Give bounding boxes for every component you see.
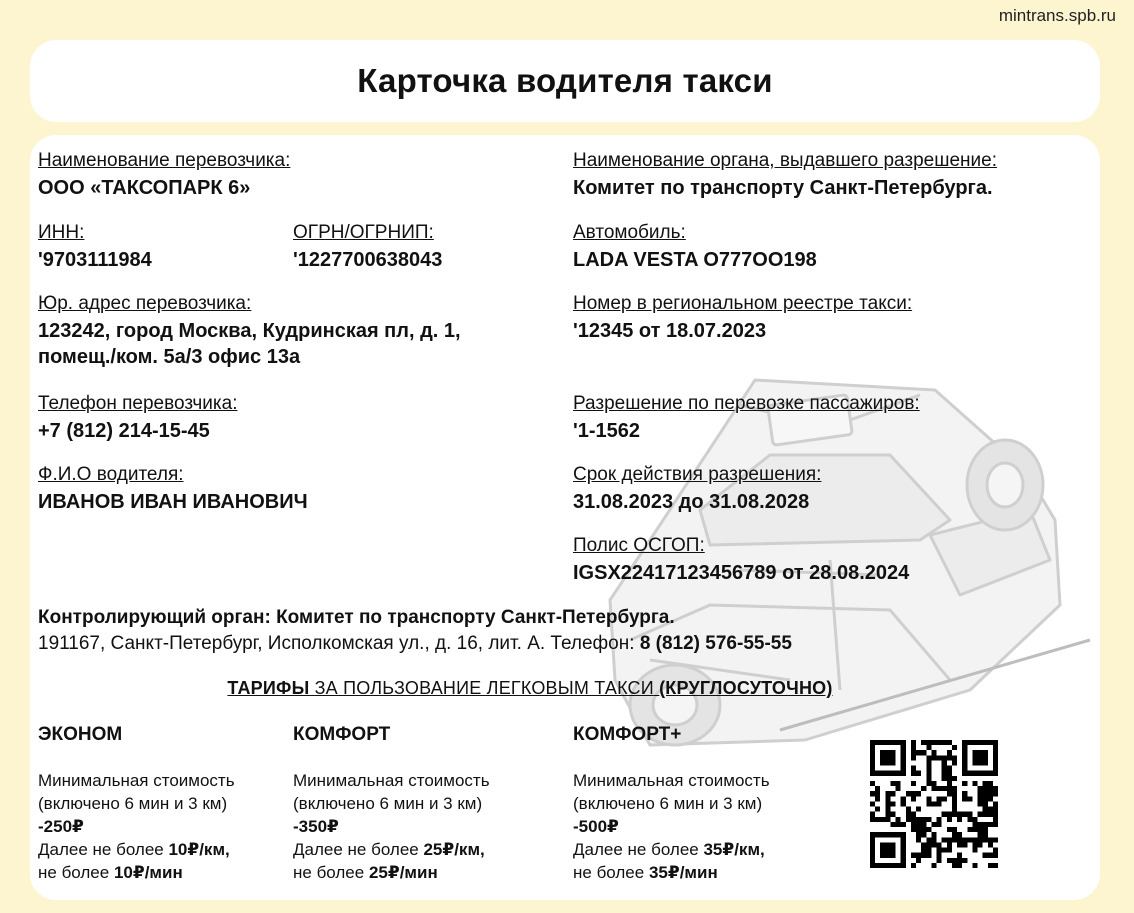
page-title: Карточка водителя такси <box>357 62 773 99</box>
validity-value: 31.08.2023 до 31.08.2028 <box>573 491 810 513</box>
permit-label: Разрешение по перевозке пассажиров: <box>573 393 920 414</box>
tariff-min-rate: 25₽/мин <box>368 863 438 882</box>
tariff-name: КОМФОРТ+ <box>573 724 682 745</box>
validity-field <box>573 464 821 515</box>
inn-field <box>38 222 152 273</box>
address-value-line2: помещ./ком. 5а/3 офис 13а <box>38 346 301 368</box>
tariff-min-line2: (включено 6 мин и 3 км) <box>293 794 483 813</box>
phone-label: Телефон перевозчика: <box>38 393 238 414</box>
qr-code-icon[interactable] <box>870 740 998 868</box>
registry-value: '12345 от 18.07.2023 <box>573 320 767 342</box>
car-label: Автомобиль: <box>573 222 686 243</box>
ogrn-label: ОГРН/ОГРНИП: <box>293 222 434 243</box>
tariff-name: ЭКОНОМ <box>38 724 123 745</box>
address-label: Юр. адрес перевозчика: <box>38 293 252 314</box>
address-value-line1: 123242, город Москва, Кудринская пл, д. 1, <box>38 320 461 342</box>
control-address: 191167, Санкт-Петербург, Исполкомская ул., д. 16, лит. А. Телефон: <box>38 633 635 654</box>
card-panel <box>30 135 1100 900</box>
carrier-name-field <box>38 150 290 201</box>
tariff-min-rate-line <box>293 861 490 884</box>
driver-field <box>38 464 308 515</box>
tariff-km-price: 25₽/км, <box>423 840 485 859</box>
tariff-min-price: -250₽ <box>38 817 84 836</box>
phone-field <box>38 393 238 444</box>
tariff-min-price: -500₽ <box>573 817 619 836</box>
policy-label: Полис ОСГОП: <box>573 535 705 556</box>
control-phone: 8 (812) 576-55-55 <box>639 633 792 654</box>
tariff-min-line2: (включено 6 мин и 3 км) <box>38 794 228 813</box>
inn-value: '9703111984 <box>38 249 152 271</box>
registry-label: Номер в региональном реестре такси: <box>573 293 913 314</box>
permit-value: '1-1562 <box>573 420 641 442</box>
control-address-line <box>38 631 792 657</box>
tariff-km-prefix: Далее не более <box>573 840 699 859</box>
address-field <box>38 293 461 370</box>
title-panel <box>30 40 1100 122</box>
tariff-min-line1: Минимальная стоимость <box>38 771 235 790</box>
tariff-min-line2: (включено 6 мин и 3 км) <box>573 794 763 813</box>
tariff-min-prefix: не более <box>573 863 645 882</box>
validity-label: Срок действия разрешения: <box>573 464 822 485</box>
tariff-km-line <box>38 838 235 861</box>
issuer-field <box>573 150 997 201</box>
driver-value: ИВАНОВ ИВАН ИВАНОВИЧ <box>38 491 308 513</box>
carrier-name-value: ООО «ТАКСОПАРК 6» <box>38 177 251 199</box>
policy-field <box>573 535 909 586</box>
tariff-min-rate-line <box>573 861 770 884</box>
ogrn-value: '1227700638043 <box>293 249 443 271</box>
tariff-min-line1: Минимальная стоимость <box>573 771 770 790</box>
tariff-min-price: -350₽ <box>293 817 339 836</box>
control-heading: Контролирующий орган: Комитет по транспорту Санкт-Петербурга. <box>38 607 675 628</box>
permit-field <box>573 393 920 444</box>
policy-value: IGSX22417123456789 от 28.08.2024 <box>573 562 910 584</box>
ogrn-field <box>293 222 442 273</box>
issuer-label: Наименование органа, выдавшего разрешение: <box>573 150 998 171</box>
tariff-km-price: 35₽/км, <box>703 840 765 859</box>
tariff-min-rate-line <box>38 861 235 884</box>
tariff-km-price: 10₽/км, <box>168 840 230 859</box>
tariff-comfort-plus <box>573 723 770 884</box>
tariffs-header-bold2: (КРУГЛОСУТОЧНО) <box>659 678 833 698</box>
tariff-min-rate: 35₽/мин <box>648 863 718 882</box>
tariff-km-prefix: Далее не более <box>38 840 164 859</box>
car-field <box>573 222 817 273</box>
registry-field <box>573 293 912 344</box>
tariff-min-prefix: не более <box>293 863 365 882</box>
tariff-comfort <box>293 723 490 884</box>
issuer-value: Комитет по транспорту Санкт-Петербурга. <box>573 177 993 199</box>
tariff-km-line <box>293 838 490 861</box>
tariff-min-prefix: не более <box>38 863 110 882</box>
tariff-km-line <box>573 838 770 861</box>
tariffs-header-middle: ЗА ПОЛЬЗОВАНИЕ ЛЕГКОВЫМ ТАКСИ <box>314 678 654 698</box>
tariff-name: КОМФОРТ <box>293 724 391 745</box>
control-authority <box>38 605 792 657</box>
tariffs-header-bold1: ТАРИФЫ <box>227 678 310 698</box>
tariff-econom <box>38 723 235 884</box>
phone-value: +7 (812) 214-15-45 <box>38 420 210 442</box>
tariff-min-line1: Минимальная стоимость <box>293 771 490 790</box>
tariffs-header <box>30 678 1030 699</box>
car-value: LADA VESTA О777ОО198 <box>573 249 817 271</box>
inn-label: ИНН: <box>38 222 85 243</box>
driver-label: Ф.И.О водителя: <box>38 464 184 485</box>
site-url: mintrans.spb.ru <box>998 6 1116 25</box>
tariff-km-prefix: Далее не более <box>293 840 419 859</box>
carrier-name-label: Наименование перевозчика: <box>38 150 291 171</box>
tariff-min-rate: 10₽/мин <box>113 863 183 882</box>
